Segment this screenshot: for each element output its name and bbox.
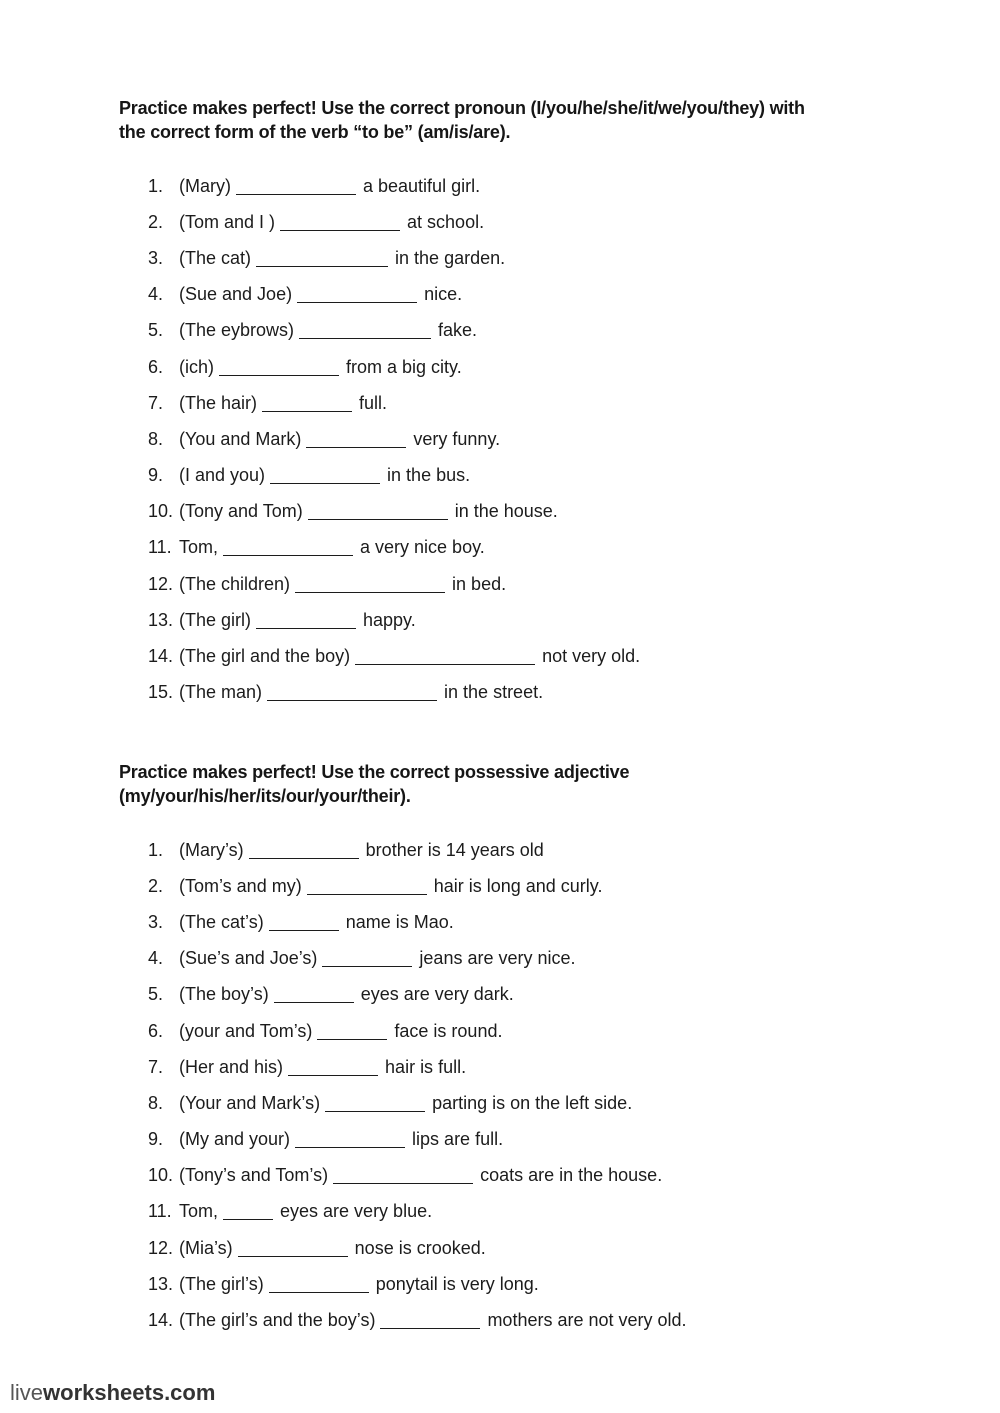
exercise-item (148, 868, 948, 904)
exercise-item (148, 941, 948, 977)
item-cue: (Tom’s and my) (179, 875, 302, 896)
item-number: 1. (148, 175, 164, 196)
instruction-line-1: Practice makes perfect! Use the correct possessive adjective (119, 762, 630, 782)
item-rest: a very nice boy. (360, 537, 485, 558)
brand-bold: worksheets.com (43, 1380, 216, 1405)
footer-brand (10, 1380, 215, 1406)
item-number: 10. (148, 1165, 174, 1186)
item-rest: parting is on the left side. (432, 1092, 633, 1113)
item-cue: (You and Mark) (179, 428, 302, 449)
exercise-item (148, 832, 948, 868)
instruction-line-2: (my/your/his/her/its/our/your/their). (119, 786, 411, 806)
answer-blank[interactable] (295, 1131, 405, 1148)
instructions-pronoun (119, 96, 919, 144)
answer-blank[interactable] (270, 467, 380, 484)
answer-blank[interactable] (249, 842, 359, 859)
item-number: 15. (148, 682, 174, 703)
item-cue: (Mary) (179, 175, 231, 196)
item-rest: at school. (407, 211, 485, 232)
exercise-item (148, 675, 948, 711)
item-number: 5. (148, 984, 164, 1005)
item-cue: (The girl’s and the boy’s) (179, 1310, 376, 1331)
answer-blank[interactable] (355, 648, 535, 665)
item-cue: (Sue and Joe) (179, 284, 293, 305)
item-number: 4. (148, 284, 164, 305)
item-number: 2. (148, 211, 164, 232)
answer-blank[interactable] (295, 576, 445, 593)
item-number: 10. (148, 501, 174, 522)
item-number: 12. (148, 573, 174, 594)
instructions-possessive (119, 760, 919, 808)
item-number: 8. (148, 1092, 164, 1113)
item-cue: (Sue’s and Joe’s) (179, 948, 318, 969)
exercise-item (148, 1194, 948, 1230)
instruction-line-1: Practice makes perfect! Use the correct pronoun (I/you/he/she/it/we/you/they) with (119, 98, 805, 118)
item-number: 2. (148, 875, 164, 896)
exercise-item (148, 1085, 948, 1121)
item-cue: (The eybrows) (179, 320, 295, 341)
exercise-item (148, 530, 948, 566)
exercise-item (148, 1266, 948, 1302)
item-cue: (I and you) (179, 465, 266, 486)
exercise-item (148, 602, 948, 638)
answer-blank[interactable] (297, 286, 417, 303)
answer-blank[interactable] (219, 359, 339, 376)
item-rest: fake. (438, 320, 478, 341)
exercise-item (148, 638, 948, 674)
item-cue: (Her and his) (179, 1056, 284, 1077)
item-rest: name is Mao. (345, 911, 454, 932)
item-cue: (Mary’s) (179, 839, 244, 860)
answer-blank[interactable] (317, 1023, 387, 1040)
item-cue: (Tom and I ) (179, 211, 276, 232)
answer-blank[interactable] (223, 1203, 273, 1220)
exercise-item (148, 1158, 948, 1194)
item-rest: very funny. (413, 428, 501, 449)
answer-blank[interactable] (256, 612, 356, 629)
exercise-item (148, 977, 948, 1013)
answer-blank[interactable] (223, 539, 353, 556)
item-rest: eyes are very blue. (280, 1201, 433, 1222)
item-rest: jeans are very nice. (419, 948, 576, 969)
answer-blank[interactable] (274, 986, 354, 1003)
item-number: 9. (148, 465, 164, 486)
pronoun-exercise-section (119, 96, 919, 711)
exercise-item (148, 566, 948, 602)
answer-blank[interactable] (288, 1059, 378, 1076)
item-number: 13. (148, 1273, 174, 1294)
item-rest: hair is long and curly. (433, 875, 603, 896)
exercise-item (148, 1302, 948, 1338)
item-cue: (your and Tom’s) (179, 1020, 313, 1041)
exercise-item (148, 313, 948, 349)
item-number: 12. (148, 1237, 174, 1258)
item-number: 3. (148, 911, 164, 932)
answer-blank[interactable] (325, 1095, 425, 1112)
item-rest: eyes are very dark. (360, 984, 514, 1005)
answer-blank[interactable] (269, 914, 339, 931)
answer-blank[interactable] (262, 395, 352, 412)
item-rest: nice. (424, 284, 463, 305)
possessive-exercise-section (119, 760, 919, 1339)
item-cue: (The cat’s) (179, 911, 264, 932)
item-number: 7. (148, 1056, 164, 1077)
exercise-item (148, 385, 948, 421)
item-number: 14. (148, 646, 174, 667)
item-number: 5. (148, 320, 164, 341)
answer-blank[interactable] (380, 1312, 480, 1329)
exercise-item (148, 1013, 948, 1049)
item-cue: (The girl’s) (179, 1273, 264, 1294)
exercise-item (148, 458, 948, 494)
instruction-line-2: the correct form of the verb “to be” (am/is/are). (119, 122, 511, 142)
item-rest: in the garden. (395, 247, 506, 268)
item-rest: happy. (363, 609, 416, 630)
item-cue: (Your and Mark’s) (179, 1092, 321, 1113)
item-number: 11. (148, 537, 172, 558)
item-cue: (ich) (179, 356, 214, 377)
item-cue: (Tony’s and Tom’s) (179, 1165, 329, 1186)
item-cue: (The children) (179, 573, 291, 594)
exercise-item (148, 168, 948, 204)
item-rest: a beautiful girl. (363, 175, 481, 196)
exercise-item (148, 494, 948, 530)
item-rest: face is round. (394, 1020, 503, 1041)
brand-light: live (10, 1380, 44, 1405)
item-number: 1. (148, 839, 164, 860)
item-rest: full. (359, 392, 388, 413)
answer-blank[interactable] (238, 1240, 348, 1257)
item-rest: coats are in the house. (480, 1165, 663, 1186)
exercise-item (148, 204, 948, 240)
answer-blank[interactable] (280, 214, 400, 231)
item-cue: Tom, (179, 537, 219, 558)
exercise-item (148, 1122, 948, 1158)
item-rest: from a big city. (346, 356, 462, 377)
item-number: 6. (148, 356, 164, 377)
item-number: 8. (148, 428, 164, 449)
item-cue: (My and your) (179, 1129, 291, 1150)
item-number: 7. (148, 392, 164, 413)
exercise-item (148, 1230, 948, 1266)
item-cue: (Tony and Tom) (179, 501, 303, 522)
item-rest: in the bus. (387, 465, 471, 486)
exercise-item (148, 1049, 948, 1085)
item-number: 14. (148, 1310, 174, 1331)
item-rest: in the street. (444, 682, 544, 703)
item-rest: in the house. (454, 501, 558, 522)
item-rest: not very old. (542, 646, 641, 667)
exercise-item (148, 904, 948, 940)
item-cue: (The hair) (179, 392, 258, 413)
item-cue: Tom, (179, 1201, 219, 1222)
item-cue: (The man) (179, 682, 263, 703)
answer-blank[interactable] (333, 1167, 473, 1184)
answer-blank[interactable] (236, 178, 356, 195)
exercise-item (148, 240, 948, 276)
answer-blank[interactable] (308, 503, 448, 520)
item-rest: ponytail is very long. (375, 1273, 539, 1294)
answer-blank[interactable] (299, 322, 431, 339)
item-rest: lips are full. (412, 1129, 504, 1150)
item-rest: hair is full. (385, 1056, 467, 1077)
item-number: 11. (148, 1201, 172, 1222)
item-number: 4. (148, 948, 164, 969)
item-rest: in bed. (452, 573, 507, 594)
answer-blank[interactable] (307, 878, 427, 895)
item-cue: (Mia’s) (179, 1237, 233, 1258)
item-cue: (The boy’s) (179, 984, 269, 1005)
item-rest: mothers are not very old. (487, 1310, 687, 1331)
item-number: 9. (148, 1129, 164, 1150)
exercise-item (148, 421, 948, 457)
item-cue: (The girl) (179, 609, 252, 630)
answer-blank[interactable] (269, 1276, 369, 1293)
answer-blank[interactable] (322, 950, 412, 967)
item-number: 3. (148, 247, 164, 268)
answer-blank[interactable] (306, 431, 406, 448)
item-number: 13. (148, 609, 174, 630)
exercise-item (148, 277, 948, 313)
answer-blank[interactable] (256, 250, 388, 267)
answer-blank[interactable] (267, 684, 437, 701)
exercise-item (148, 349, 948, 385)
item-cue: (The cat) (179, 247, 252, 268)
exercise-list (148, 168, 948, 711)
item-rest: nose is crooked. (354, 1237, 486, 1258)
item-cue: (The girl and the boy) (179, 646, 351, 667)
item-number: 6. (148, 1020, 164, 1041)
exercise-list (148, 832, 948, 1339)
item-rest: brother is 14 years old (365, 839, 544, 860)
